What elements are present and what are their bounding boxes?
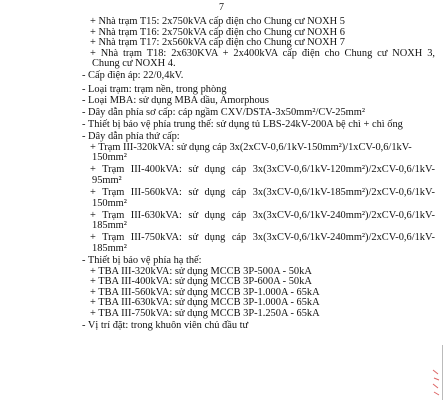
text-line: - Dây dẫn phía sơ cấp: cáp ngầm CXV/DSTA-3x50mm²/CV-25mm² (82, 106, 365, 118)
text-line: + TBA III-320kVA: sử dụng MCCB 3P-500A - 50kA (90, 265, 312, 277)
text-line: + TBA III-630kVA: sử dụng MCCB 3P-1.000A - 65kA (90, 297, 320, 309)
handwritten-mark (431, 368, 441, 398)
text-line: + Nhà trạm T18: 2x630KVA + 2x400kVA cấp điện cho Chung cư NOXH 3, (90, 47, 435, 59)
text-line: - Loại trạm: trạm nền, trong phòng (82, 84, 227, 96)
text-line: + TBA III-750kVA: sử dụng MCCB 3P-1.250A - 65kA (90, 307, 320, 319)
text-line: - Loại MBA: sử dụng MBA dầu, Amorphous (82, 94, 269, 106)
text-line: - Cấp điện áp: 22/0,4kV. (82, 70, 184, 82)
text-line: - Thiết bị bảo vệ phía hạ thế: (82, 254, 202, 266)
document-body (0, 17, 443, 332)
text-line: + TBA III-400kVA: sử dụng MCCB 3P-600A - 50kA (90, 276, 312, 288)
text-line: + Trạm III-400kVA: sử dụng cáp 3x(3xCV-0,6/1kV-120mm²)/2xCV-0,6/1kV- (90, 164, 435, 176)
text-line: - Thiết bị bảo vệ phía trung thế: sử dụng tủ LBS-24kV-200A bệ chì + chì ống (82, 118, 403, 130)
page-number: 7 (219, 2, 224, 13)
text-line: + Nhà trạm T15: 2x750kVA cấp điện cho Chung cư NOXH 5 (90, 16, 345, 27)
text-line: + Trạm III-560kVA: sử dụng cáp 3x(3xCV-0,6/1kV-185mm²)/2xCV-0,6/1kV- (90, 186, 435, 198)
text-line: - Vị trí đặt: trong khuôn viên chủ đầu tư (82, 320, 249, 332)
text-line: 185mm² (92, 242, 127, 254)
text-line: 150mm² (92, 197, 127, 209)
text-line: + TBA III-560kVA: sử dụng MCCB 3P-1.000A - 65kA (90, 286, 320, 298)
text-line: 95mm² (92, 174, 122, 186)
text-line: + Trạm III-750kVA: sử dụng cáp 3x(3xCV-0,6/1kV-240mm²)/2xCV-0,6/1kV- (90, 232, 435, 244)
text-line: + Nhà trạm T16: 2x750kVA cấp điện cho Chung cư NOXH 6 (90, 26, 345, 38)
text-line: Chung cư NOXH 4. (92, 58, 176, 70)
text-line: + Trạm III-630kVA: sử dụng cáp 3x(3xCV-0,6/1kV-240mm²)/2xCV-0,6/1kV- (90, 209, 435, 221)
text-line: + Nhà trạm T17: 2x560kVA cấp điện cho Chung cư NOXH 7 (90, 37, 345, 49)
text-line: - Dây dẫn phía thứ cấp: (82, 130, 180, 142)
text-line: 185mm² (92, 220, 127, 232)
text-line: + Trạm III-320kVA: sử dụng cáp 3x(2xCV-0,6/1kV-150mm²)/1xCV-0,6/1kV- (90, 141, 412, 153)
text-line: 150mm² (92, 152, 127, 164)
